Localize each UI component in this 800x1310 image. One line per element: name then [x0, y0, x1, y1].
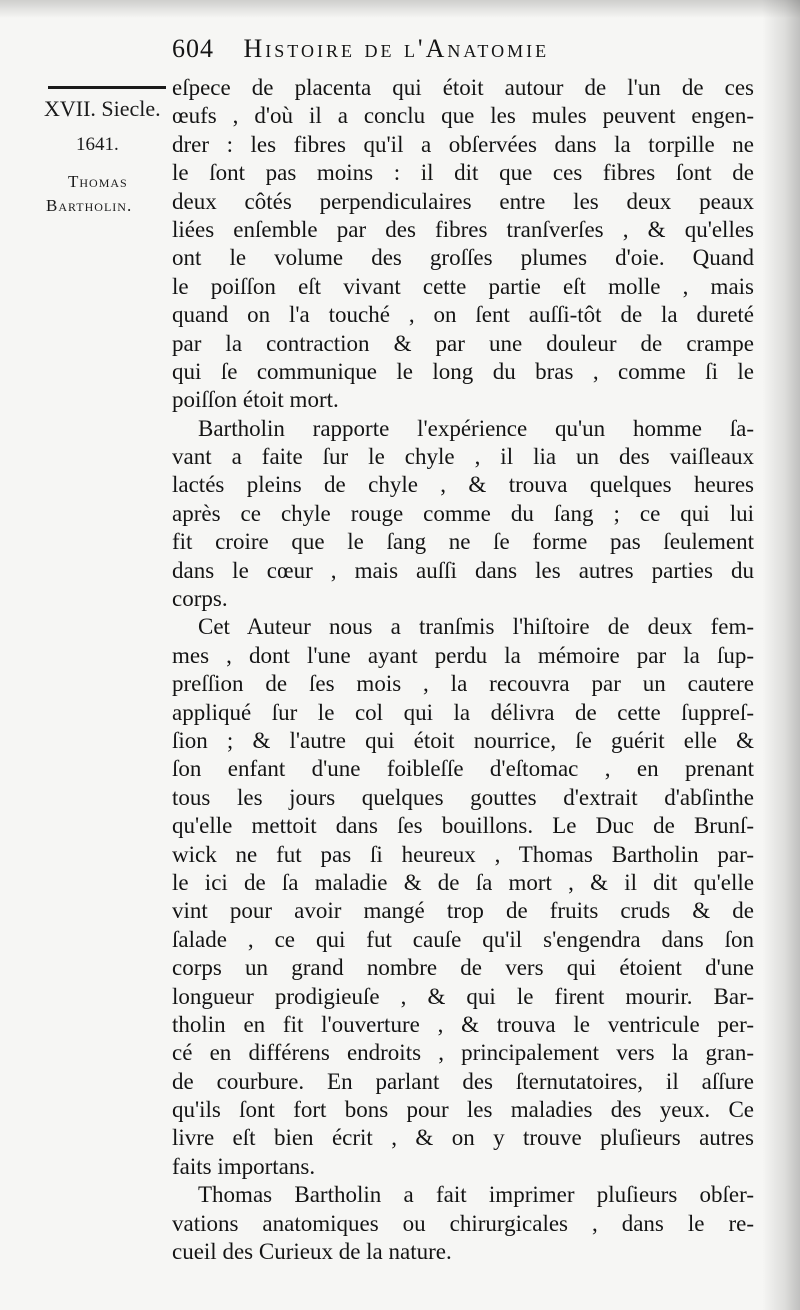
text-line: poiſſon étoit mort. [172, 387, 339, 413]
paragraph [172, 74, 754, 415]
text-line: Bartholin rapporte l'expérience qu'un homme ſa- [198, 415, 754, 441]
text-line: le ici de ſa maladie & de ſa mort , & il dit qu'elle [172, 869, 754, 895]
text-line: œufs , d'où il a conclu que les mules peuvent engen- [172, 103, 754, 129]
text-line: corps un grand nombre de vers qui étoient d'une [172, 955, 754, 981]
text-line: tholin en fit l'ouverture , & trouva le ventricule per- [172, 1011, 754, 1037]
text-line: vations anatomiques ou chirurgicales , dans le re- [172, 1210, 754, 1236]
paragraph [172, 415, 754, 614]
text-line: ſon enfant d'une foibleſſe d'eſtomac , en prenant [172, 756, 754, 782]
text-line: longueur prodigieuſe , & qui le firent mourir. Bar- [172, 983, 754, 1009]
text-line: wick ne fut pas ſi heureux , Thomas Bartholin par- [172, 841, 754, 867]
margin-note-name-last: Bartholin. [46, 196, 133, 215]
text-line: drer : les fibres qu'il a obſervées dans la torpille ne [172, 131, 754, 157]
margin-note-year: 1641. [76, 134, 119, 155]
text-line: de courbure. En parlant des ſternutatoires, il aſſure [172, 1068, 754, 1094]
text-line: par la contraction & par une douleur de crampe [172, 330, 754, 356]
text-line: ſion ; & l'autre qui étoit nourrice, ſe guérit elle & [172, 727, 754, 753]
text-line: deux côtés perpendiculaires entre les deux peaux [172, 188, 754, 214]
text-line: cé en différens endroits , principalement vers la gran- [172, 1040, 754, 1066]
text-line: ont le volume des groſſes plumes d'oie. Quand [172, 245, 754, 271]
text-line: vint pour avoir mangé trop de fruits cruds & de [172, 898, 754, 924]
text-line: ſalade , ce qui fut cauſe qu'il s'engendra dans ſon [172, 926, 754, 952]
text-line: tous les jours quelques gouttes d'extrait d'abſinthe [172, 784, 754, 810]
text-line: corps. [172, 586, 228, 612]
text-line: preſſion de ſes mois , la recouvra par un cautere [172, 671, 754, 697]
page-shadow-top [0, 0, 800, 18]
text-line: vant a faite ſur le chyle , il lia un des vaiſleaux [172, 444, 754, 470]
text-line: faits importans. [172, 1153, 316, 1179]
text-line: livre eſt bien écrit , & on y trouve pluſieurs autres [172, 1125, 754, 1151]
page-shadow-gutter [762, 0, 800, 1310]
text-line: cueil des Curieux de la nature. [172, 1239, 452, 1265]
text-line: le ſont pas moins : il dit que ces fibres ſont de [172, 160, 754, 186]
text-line: Cet Auteur nous a tranſmis l'hiſtoire de deux fem- [198, 614, 754, 640]
text-line: quand on l'a touché , on ſent auſſi-tôt de la dureté [172, 302, 754, 328]
text-line: le poiſſon eſt vivant cette partie eſt molle , mais [172, 273, 754, 299]
text-line: Thomas Bartholin a fait imprimer pluſieurs obſer- [198, 1182, 754, 1208]
text-line: liées enſemble par des fibres tranſverſes , & qu'elles [172, 216, 754, 242]
paragraph [172, 613, 754, 1181]
margin-rule [48, 86, 166, 89]
paragraph [172, 1181, 754, 1266]
text-line: qu'ils ſont fort bons pour les maladies des yeux. Ce [172, 1097, 754, 1123]
text-line: dans le cœur , mais auſſi dans les autres parties du [172, 557, 754, 583]
body-text [172, 74, 754, 1266]
running-header [172, 34, 752, 74]
margin-note-century: XVII. Siecle. [44, 96, 161, 121]
text-line: mes , dont l'une ayant perdu la mémoire par la ſup- [172, 642, 754, 668]
text-line: lactés pleins de chyle , & trouva quelques heures [172, 472, 754, 498]
text-line: qu'elle mettoit dans ſes bouillons. Le Duc de Brunſ- [172, 813, 754, 839]
text-line: qui ſe communique le long du bras , comme ſi le [172, 358, 754, 384]
margin-note-name-first: Thomas [68, 172, 128, 191]
text-line: fit croire que le ſang ne ſe forme pas ſeulement [172, 529, 754, 555]
running-title: Histoire de l'Anatomie [243, 34, 550, 63]
text-line: eſpece de placenta qui étoit autour de l'un de ces [172, 75, 754, 100]
page-number: 604 [172, 34, 214, 63]
text-line: appliqué ſur le col qui la délivra de cette ſuppreſ- [172, 699, 754, 725]
text-line: après ce chyle rouge comme du ſang ; ce qui lui [172, 500, 754, 526]
